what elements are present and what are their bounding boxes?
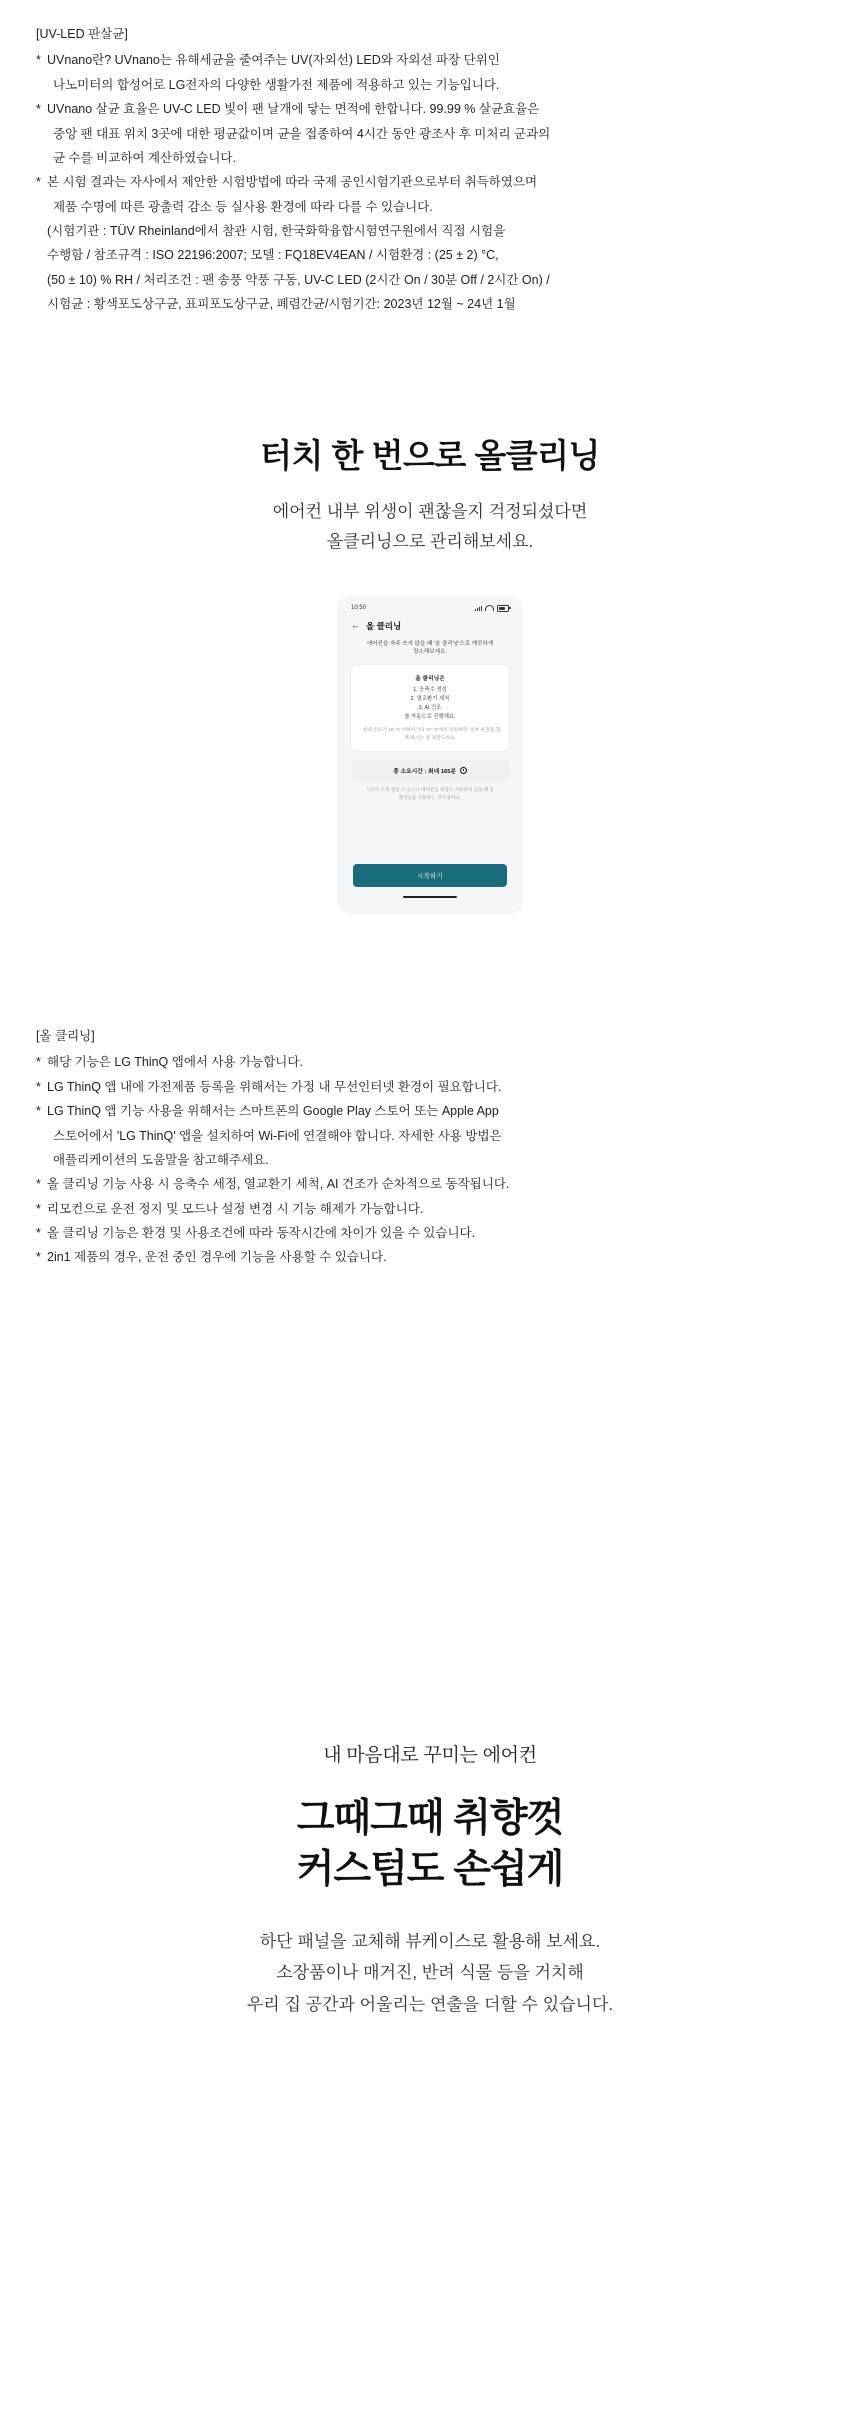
note-line: UVnano란? UVnano는 유해세균을 줄여주는 UV(자외선) LED와 자외선 파장 단위인 bbox=[47, 53, 500, 68]
copy-line: 우리 집 공간과 어울리는 연출을 더할 수 있습니다. bbox=[246, 1994, 614, 2014]
disclaimer-line: 시간이 오래 걸릴 수 있으니 에어컨을 한참은 사용하지 않을 때 올 bbox=[365, 787, 495, 793]
card-note-line: · 실내 온도가 18 °C 이하이거나 37 °C에서 작동하면, 일부 운전을 함께 하시는 걸 권장드려요. bbox=[359, 728, 501, 741]
note-text bbox=[47, 97, 736, 170]
note-item bbox=[36, 1075, 776, 1099]
total-duration-label: 총 소요시간 : 최대 165분 bbox=[393, 769, 457, 776]
allcleaning-notes-block bbox=[36, 1024, 776, 1270]
note-line: 수행함 / 참조규격 : ISO 22196:2007; 모델 : FQ18EV4EAN / 시험환경 : (25 ± 2) °C, bbox=[47, 248, 499, 263]
status-icons bbox=[475, 605, 509, 612]
custom-section bbox=[0, 1740, 860, 2020]
start-button[interactable]: 시작하기 bbox=[353, 864, 507, 887]
copy-line: 소장품이나 매거진, 반려 식물 등을 거치해 bbox=[276, 1963, 584, 1983]
headline-line: 그때그때 취향껏 bbox=[296, 1797, 564, 1840]
note-line: 시험균 : 황색포도상구균, 표피포도상구균, 폐렴간균/시험기간: 2023년 12월 ~ 24년 1월 bbox=[47, 297, 516, 312]
note-line: 해당 기능은 LG ThinQ 앱에서 사용 가능합니다. bbox=[47, 1055, 303, 1070]
note-item bbox=[36, 1221, 776, 1245]
card-step: 1. 응축수 생성 bbox=[413, 687, 447, 694]
phone-status-bar bbox=[347, 603, 513, 618]
card-step: 3. AI 건조 bbox=[418, 705, 442, 712]
note-line: 올 클리닝 기능 사용 시 응축수 세정, 열교환기 세척, AI 건조가 순차적으로 동작됩니다. bbox=[47, 1177, 510, 1192]
note-line: 중앙 팬 대표 위치 3곳에 대한 평균값이며 균을 접종하여 4시간 동안 광조사 후 미처리 군과의 bbox=[53, 126, 551, 141]
note-text bbox=[47, 1099, 776, 1172]
lead-line: 청소해보세요. bbox=[413, 649, 447, 656]
note-line: 스토어에서 'LG ThinQ' 앱을 설치하여 Wi-Fi에 연결해야 합니다. 자세한 사용 방법은 bbox=[53, 1128, 502, 1143]
note-line: 올 클리닝 기능은 환경 및 사용조건에 따라 동작시간에 차이가 있을 수 있습니다. bbox=[47, 1226, 476, 1240]
phone-mockup bbox=[337, 595, 523, 914]
disclaimer-line: 클리닝을 사용하는 것이 좋아요. bbox=[398, 794, 462, 800]
headline-line: 커스텀도 손쉽게 bbox=[296, 1848, 564, 1892]
uvled-notes-block bbox=[36, 22, 736, 317]
lead-line: 에어컨을 자주 쓰지 않을 때 '올 클리닝'으로 깨끗하게 bbox=[366, 640, 494, 647]
battery-icon bbox=[497, 605, 509, 612]
clock-icon bbox=[460, 767, 467, 774]
note-item bbox=[36, 97, 736, 170]
note-bullet: * bbox=[36, 1079, 41, 1094]
phone-screen-title: 올 클리닝 bbox=[366, 620, 402, 631]
note-line: UVnano 살균 효율은 UV-C LED 빛이 팬 날개에 닿는 면적에 한합니다. 99.99 % 살균효율은 bbox=[47, 102, 540, 117]
note-bullet: * bbox=[36, 102, 41, 117]
note-item bbox=[36, 1050, 776, 1074]
note-bullet: * bbox=[36, 175, 41, 190]
allcleaning-notes-title: [올 클리닝] bbox=[36, 1029, 95, 1043]
note-text bbox=[47, 1221, 776, 1245]
phone-mockup-wrapper bbox=[0, 595, 860, 914]
copy-line: 하단 패널을 교체해 뷰케이스로 활용해 보세요. bbox=[259, 1931, 601, 1951]
allcleaning-info-card bbox=[351, 665, 509, 751]
subcopy-line: 올클리닝으로 관리해보세요. bbox=[326, 531, 534, 551]
allcleaning-subcopy bbox=[0, 497, 860, 557]
note-text bbox=[47, 170, 736, 219]
uvled-notes-title: [UV-LED 판살균] bbox=[36, 27, 128, 41]
card-step: 2. 열교환기 세척 bbox=[410, 696, 450, 703]
note-item bbox=[36, 1172, 776, 1196]
note-line: 나노미터의 합성어로 LG전자의 다양한 생활가전 제품에 적용하고 있는 기능입니다. bbox=[53, 77, 500, 92]
note-text bbox=[47, 1050, 776, 1074]
status-time: 10:50 bbox=[351, 605, 367, 611]
note-text bbox=[47, 48, 736, 97]
phone-disclaimer bbox=[353, 786, 507, 801]
signal-icon bbox=[475, 606, 482, 611]
card-steps bbox=[359, 686, 501, 722]
note-line: 2in1 제품의 경우, 운전 중인 경우에 기능을 사용할 수 있습니다. bbox=[47, 1250, 387, 1265]
note-bullet: * bbox=[36, 1201, 41, 1216]
note-text bbox=[47, 1075, 776, 1099]
note-bullet: * bbox=[36, 1250, 41, 1265]
card-step: 를 자동으로 진행해요. bbox=[404, 714, 456, 721]
note-text bbox=[47, 1245, 776, 1269]
note-item bbox=[36, 219, 736, 317]
card-note bbox=[359, 727, 501, 742]
note-line: 제품 수명에 따른 광출력 감소 등 실사용 환경에 따라 다를 수 있습니다. bbox=[53, 199, 433, 214]
note-item bbox=[36, 170, 736, 219]
phone-app-bar bbox=[347, 618, 513, 640]
note-line: 본 시험 결과는 자사에서 제안한 시험방법에 따라 국제 공인시험기관으로부터 취득하였으며 bbox=[47, 175, 538, 190]
custom-copy bbox=[0, 1926, 860, 2020]
note-line: LG ThinQ 앱 기능 사용을 위해서는 스마트폰의 Google Play 스토어 또는 Apple App bbox=[47, 1104, 499, 1119]
allcleaning-headline: 터치 한 번으로 올클리닝 bbox=[260, 437, 600, 474]
note-item bbox=[36, 1245, 776, 1269]
note-bullet: * bbox=[36, 53, 41, 68]
back-arrow-icon[interactable]: ← bbox=[351, 620, 360, 630]
note-bullet: * bbox=[36, 1055, 41, 1070]
total-duration-badge bbox=[351, 760, 509, 781]
note-line: 리모컨으로 운전 정지 및 모드나 설정 변경 시 기능 해제가 가능합니다. bbox=[47, 1201, 424, 1216]
custom-eyebrow: 내 마음대로 꾸미는 에어컨 bbox=[323, 1745, 537, 1766]
home-indicator bbox=[403, 896, 457, 898]
wifi-icon bbox=[485, 605, 494, 611]
note-bullet: * bbox=[36, 1226, 41, 1240]
note-line: 애플리케이션의 도움말을 참고해주세요. bbox=[53, 1152, 269, 1167]
note-item bbox=[36, 48, 736, 97]
note-line: LG ThinQ 앱 내에 가전제품 등록을 위해서는 가정 내 무선인터넷 환경이 필요합니다. bbox=[47, 1079, 502, 1094]
custom-headline bbox=[0, 1793, 860, 1896]
note-line: (시험기관 : TÜV Rheinland에서 참관 시험, 한국화학융합시험연구원에서 직접 시험을 bbox=[47, 224, 506, 238]
note-text bbox=[47, 1197, 776, 1221]
note-bullet: * bbox=[36, 1104, 41, 1119]
note-item bbox=[36, 1099, 776, 1172]
phone-lead-text bbox=[347, 640, 513, 666]
note-line: 균 수를 비교하여 계산하였습니다. bbox=[53, 150, 236, 165]
note-item bbox=[36, 1197, 776, 1221]
note-line: (50 ± 10) % RH / 처리조건 : 팬 송풍 약풍 구동, UV-C LED (2시간 On / 30분 Off / 2시간 On) / bbox=[47, 272, 550, 287]
note-bullet: * bbox=[36, 1177, 41, 1192]
note-text bbox=[47, 1172, 776, 1196]
subcopy-line: 에어컨 내부 위생이 괜찮을지 걱정되셨다면 bbox=[272, 502, 588, 521]
allcleaning-section bbox=[0, 430, 860, 914]
card-title: 올 클리닝은 bbox=[415, 676, 445, 683]
